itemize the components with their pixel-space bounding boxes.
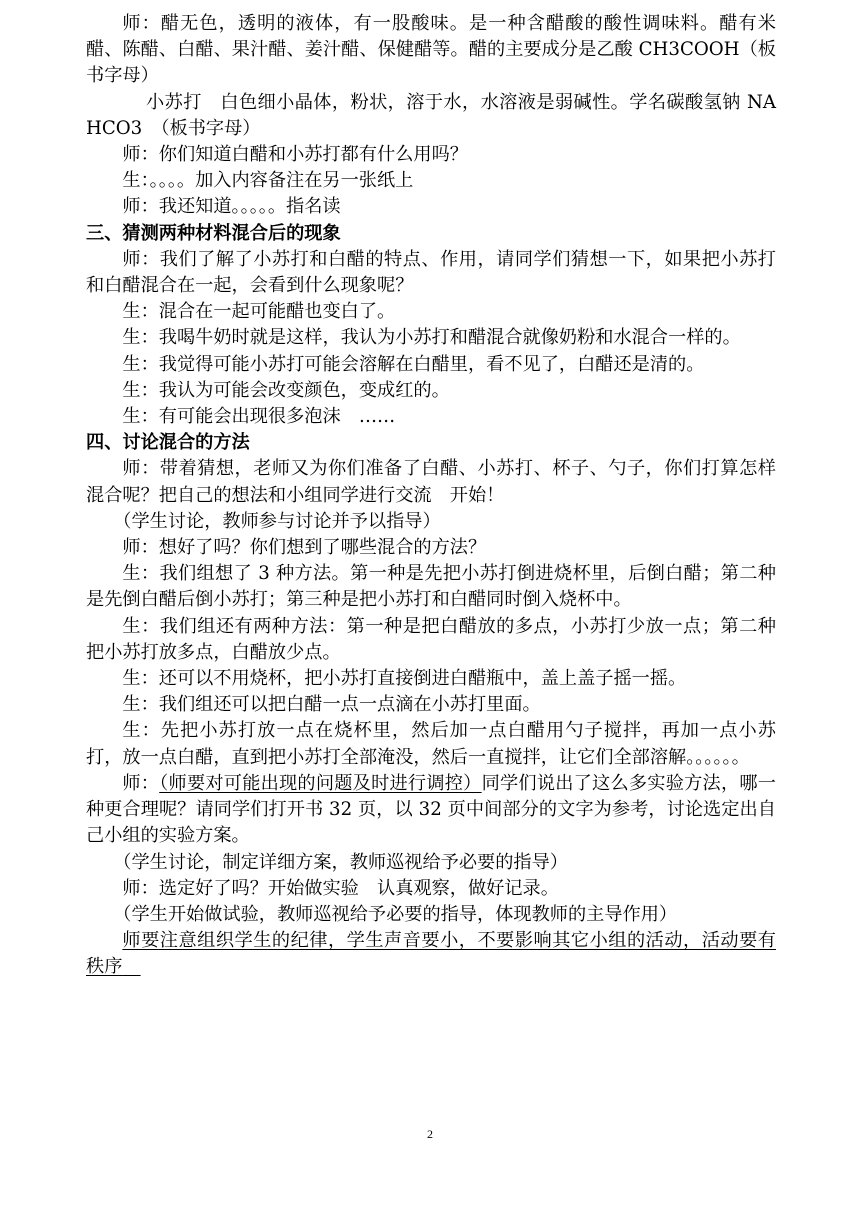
para-teacher-question-uses: 师：你们知道白醋和小苏打都有什么用吗？	[122, 144, 468, 166]
para-teacher-guess-prompt: 师：我们了解了小苏打和白醋的特点、作用，请同学们猜想一下，如果把小苏打和白醋混合在一起，会看到什么现象呢？	[86, 248, 776, 297]
para-student-guess-5: 生：有可能会出现很多泡沫 ……	[122, 406, 396, 428]
para-vinegar-intro: 师：醋无色，透明的液体，有一股酸味。是一种含醋酸的酸性调味料。醋有米醋、陈醋、白醋、果汁醋、姜汁醋、保健醋等。醋的主要成分是乙酸 CH3COOH（板书字母）	[86, 13, 776, 87]
page-number: 2	[427, 1127, 433, 1141]
para-teacher-choose-plan	[86, 771, 776, 850]
para-student-method-5: 生：先把小苏打放一点在烧杯里，然后加一点白醋用勺子搅拌，再加一点小苏打，放一点白醋，直到把小苏打全部淹没，然后一直搅拌，让它们全部溶解。。。。。。	[86, 720, 776, 768]
para-student-method-1: 生：我们组想了 3 种方法。第一种是先把小苏打倒进烧杯里，后倒白醋；第二种是先倒白醋后倒小苏打；第三种是把小苏打和白醋同时倒入烧杯中。	[86, 563, 776, 611]
para-baking-soda-intro: 小苏打 白色细小晶体，粉状，溶于水，水溶液是弱碱性。学名碳酸氢钠 NAHCO3 （板书字母）	[86, 91, 776, 139]
page-content	[86, 11, 776, 981]
section-heading-3: 三、猜测两种材料混合后的现象	[86, 222, 341, 244]
underlined-trailing-space	[122, 956, 140, 977]
teacher-speaker-label: 师：	[122, 772, 160, 794]
para-teacher-start-experiment: 师：选定好了吗？开始做实验 认真观察，做好记录。	[122, 877, 559, 899]
para-experiment-note: （学生开始做试验，教师巡视给予必要的指导，体现教师的主导作用）	[113, 903, 678, 925]
para-student-answer-uses: 生：。。。。加入内容备注在另一张纸上	[122, 170, 414, 192]
teacher-choose-plan-text: 同学们说出了这么多实验方法，哪一种更合理呢？请同学们打开书 32 页，以 32 页中间部分的文字为参考，讨论选定出自己小组的实验方案。	[86, 772, 776, 847]
para-student-method-4: 生：我们组还可以把白醋一点一点滴在小苏打里面。	[122, 694, 541, 716]
para-student-method-3: 生：还可以不用烧杯，把小苏打直接倒进白醋瓶中，盖上盖子摇一摇。	[122, 668, 687, 690]
para-plan-discussion-note: （学生讨论，制定详细方案，教师巡视给予必要的指导）	[113, 851, 568, 873]
para-discipline-note	[86, 928, 776, 980]
para-teacher-mixing-prompt: 师：带着猜想，老师又为你们准备了白醋、小苏打、杯子、勺子，你们打算怎样混合呢？把自己的想法和小组同学进行交流 开始！	[86, 458, 776, 506]
para-student-method-2: 生：我们组还有两种方法：第一种是把白醋放的多点，小苏打少放一点；第二种把小苏打放多点，白醋放少点。	[86, 615, 776, 663]
para-student-guess-3: 生：我觉得可能小苏打可能会溶解在白醋里，看不见了，白醋还是清的。	[122, 353, 705, 375]
para-teacher-reading: 师：我还知道。。。。。指名读	[122, 196, 341, 218]
para-student-guess-2: 生：我喝牛奶时就是这样，我认为小苏打和醋混合就像奶粉和水混合一样的。	[122, 327, 741, 349]
para-student-guess-1: 生：混合在一起可能醋也变白了。	[122, 301, 396, 323]
para-student-guess-4: 生：我认为可能会改变颜色，变成红的。	[122, 379, 450, 401]
section-heading-4: 四、讨论混合的方法	[86, 432, 250, 454]
para-teacher-methods-question: 师：想好了吗？你们想到了哪些混合的方法？	[122, 537, 487, 559]
para-discussion-note: （学生讨论，教师参与讨论并予以指导）	[113, 510, 441, 532]
underlined-teacher-note: （师要对可能出现的问题及时进行调控）	[159, 772, 482, 794]
underlined-discipline-text: 师要注意组织学生的纪律，学生声音要小，不要影响其它小组的活动，活动要有秩序	[86, 930, 776, 978]
